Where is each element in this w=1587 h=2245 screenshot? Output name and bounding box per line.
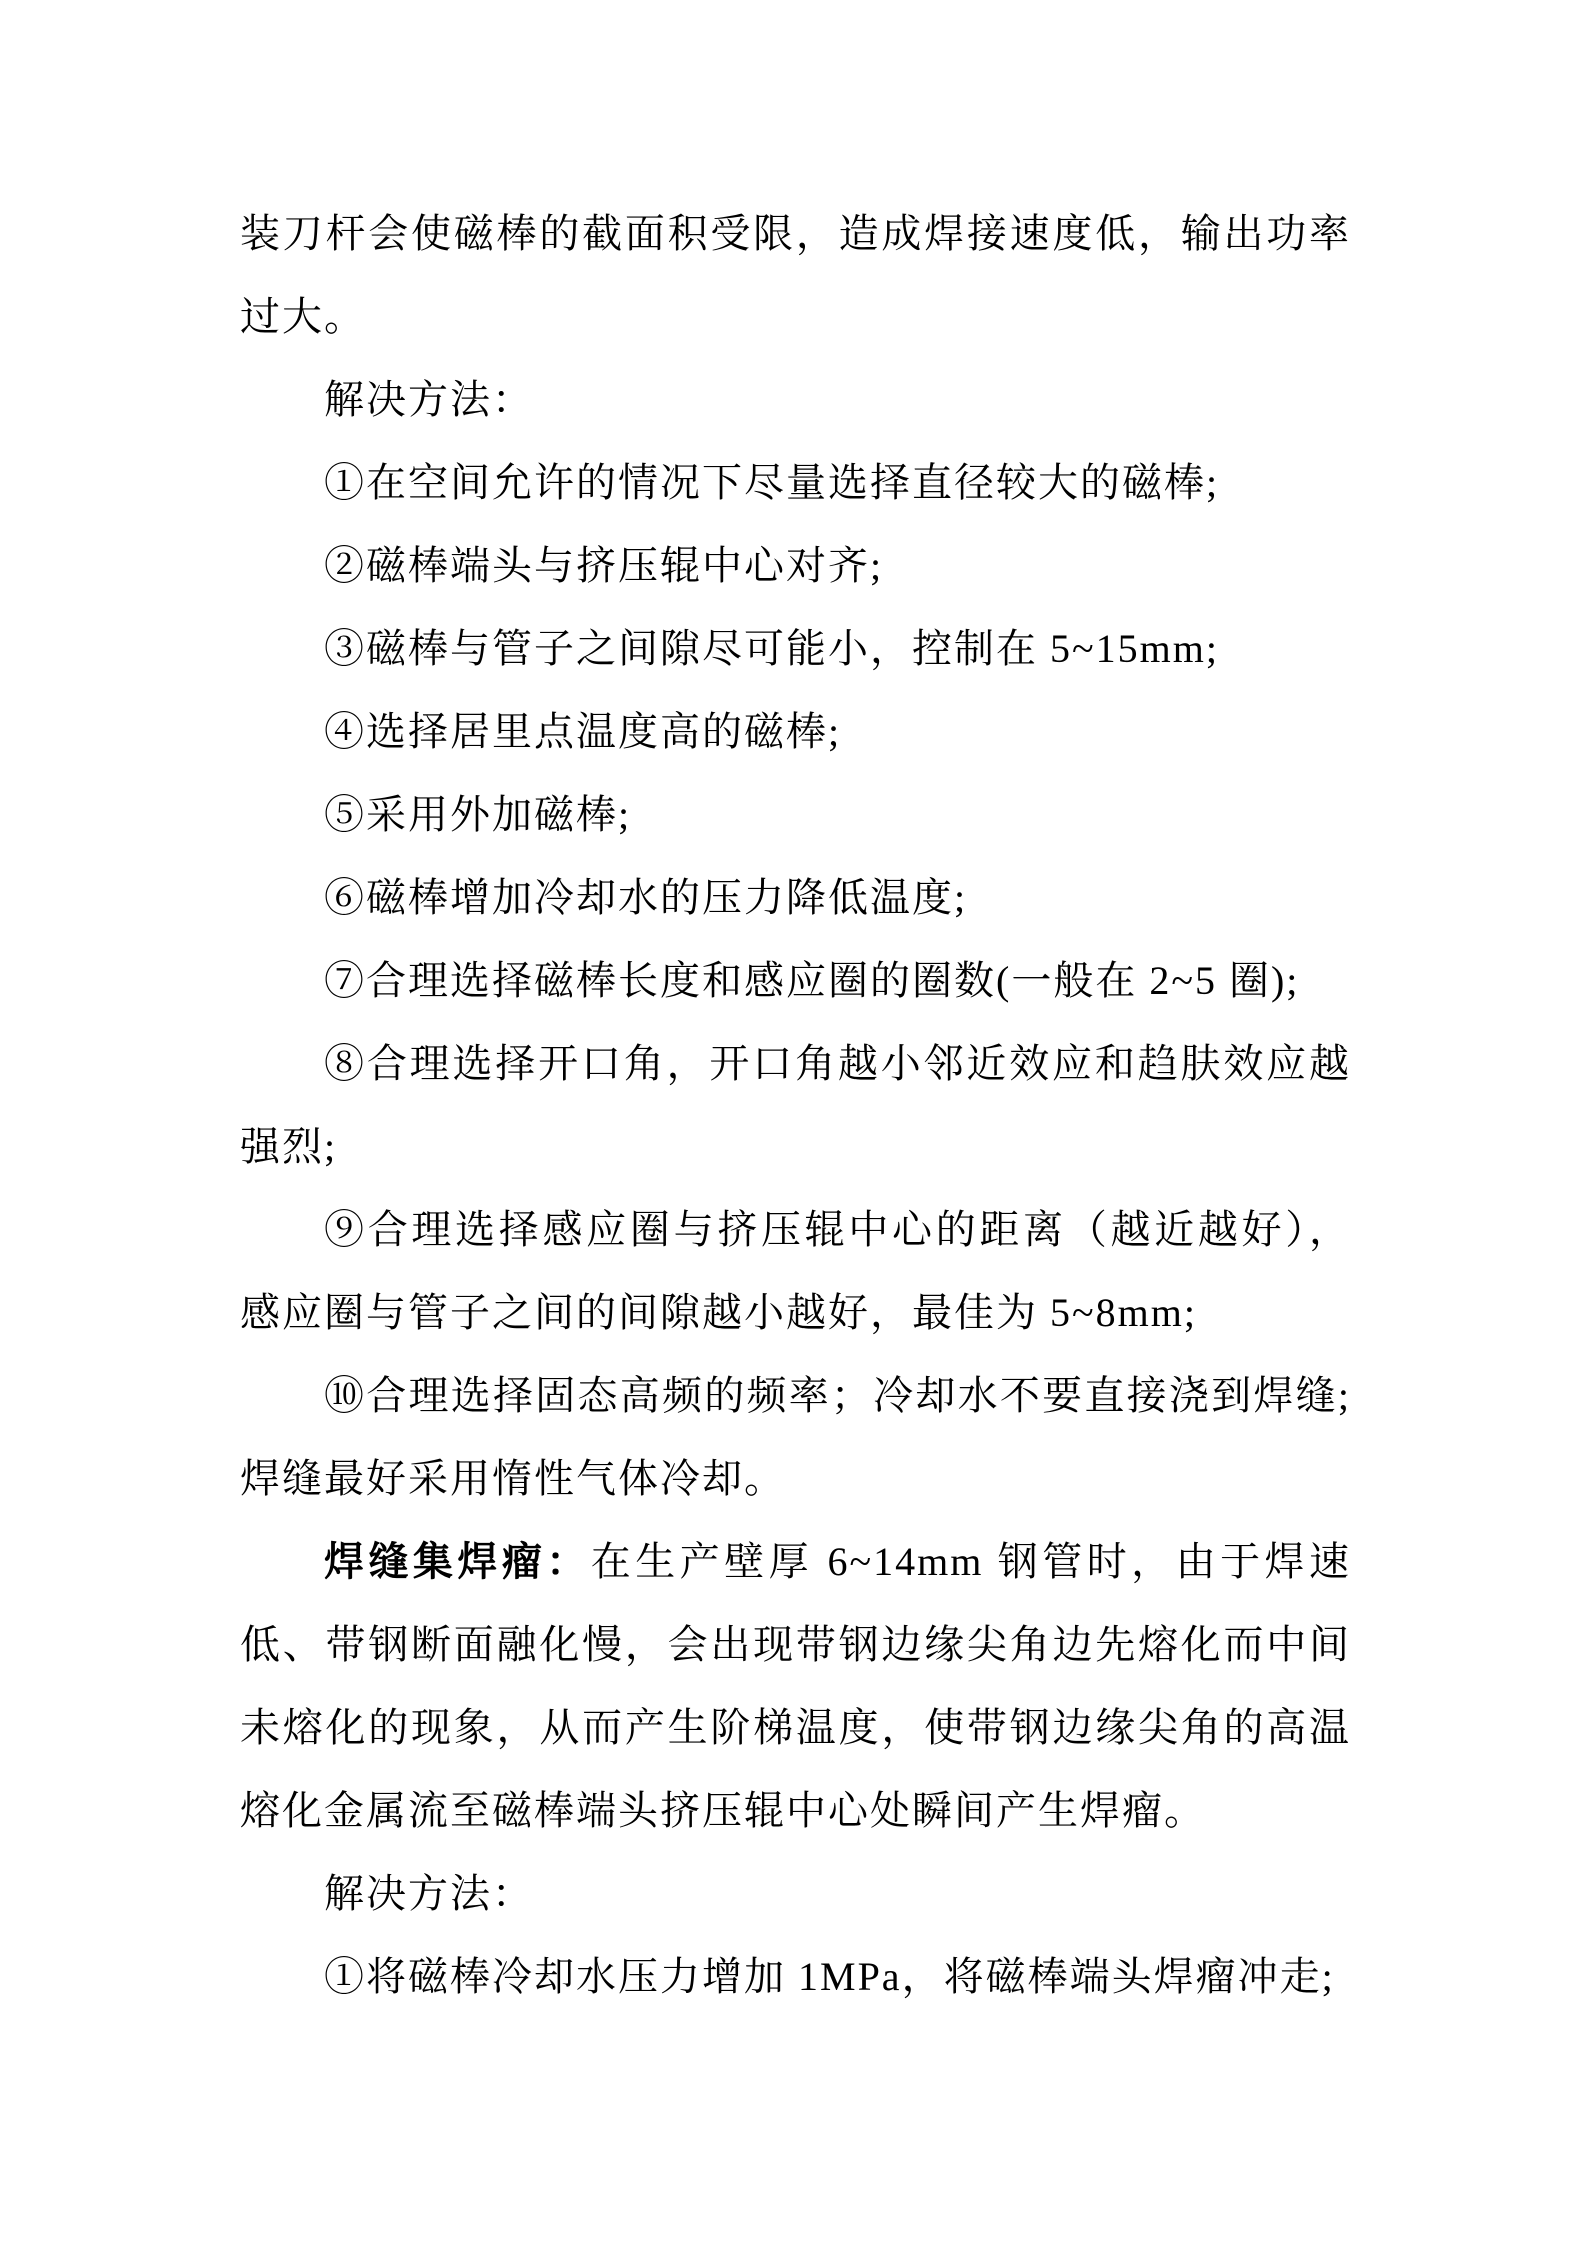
line-text: ①在空间允许的情况下尽量选择直径较大的磁棒; <box>324 460 1220 505</box>
text-line <box>240 1188 1351 1271</box>
document-text <box>240 192 1351 2018</box>
text-line <box>240 524 1351 607</box>
text-line <box>240 773 1351 856</box>
line-text: ⑤采用外加磁棒; <box>324 792 632 837</box>
line-text: 解决方法： <box>324 377 534 422</box>
line-text: 解决方法： <box>324 1871 534 1916</box>
text-line <box>240 1271 1351 1354</box>
text-line <box>240 690 1351 773</box>
line-text: ①将磁棒冷却水压力增加 1MPa，将磁棒端头焊瘤冲走; <box>324 1954 1335 1999</box>
line-text: ⑧合理选择开口角，开口角越小邻近效应和趋肤效应越 <box>324 1041 1351 1086</box>
text-line <box>240 358 1351 441</box>
text-line <box>240 1686 1351 1769</box>
line-text: ⑩合理选择固态高频的频率；冷却水不要直接浇到焊缝; <box>324 1373 1351 1418</box>
text-line <box>240 856 1351 939</box>
text-line <box>240 192 1351 275</box>
line-text: 未熔化的现象，从而产生阶梯温度，使带钢边缘尖角的高温 <box>240 1705 1351 1750</box>
text-line <box>240 441 1351 524</box>
bold-term: 焊缝集焊瘤： <box>324 1539 591 1584</box>
text-line <box>240 1852 1351 1935</box>
text-line <box>240 1022 1351 1105</box>
line-text: 强烈; <box>240 1124 338 1169</box>
line-text: ③磁棒与管子之间隙尽可能小，控制在 5~15mm; <box>324 626 1219 671</box>
text-line <box>240 1437 1351 1520</box>
line-text: 在生产壁厚 6~14mm 钢管时，由于焊速 <box>590 1539 1352 1584</box>
text-line <box>240 1354 1351 1437</box>
line-text: 感应圈与管子之间的间隙越小越好，最佳为 5~8mm; <box>240 1290 1197 1335</box>
text-line <box>240 1105 1351 1188</box>
line-text: 过大。 <box>240 294 366 339</box>
line-text: 焊缝最好采用惰性气体冷却。 <box>240 1456 786 1501</box>
line-text: 低、带钢断面融化慢，会出现带钢边缘尖角边先熔化而中间 <box>240 1622 1351 1667</box>
text-line <box>240 939 1351 1022</box>
line-text: ⑦合理选择磁棒长度和感应圈的圈数(一般在 2~5 圈); <box>324 958 1300 1003</box>
text-line <box>240 607 1351 690</box>
line-text: ④选择居里点温度高的磁棒; <box>324 709 842 754</box>
text-line <box>240 275 1351 358</box>
line-text: ②磁棒端头与挤压辊中心对齐; <box>324 543 884 588</box>
text-line <box>240 1520 1351 1603</box>
text-line <box>240 1769 1351 1852</box>
line-text: 装刀杆会使磁棒的截面积受限，造成焊接速度低，输出功率 <box>240 211 1351 256</box>
line-text: ⑥磁棒增加冷却水的压力降低温度; <box>324 875 968 920</box>
text-line <box>240 1935 1351 2018</box>
text-line <box>240 1603 1351 1686</box>
line-text: 熔化金属流至磁棒端头挤压辊中心处瞬间产生焊瘤。 <box>240 1788 1206 1833</box>
line-text: ⑨合理选择感应圈与挤压辊中心的距离（越近越好）， <box>324 1207 1351 1252</box>
